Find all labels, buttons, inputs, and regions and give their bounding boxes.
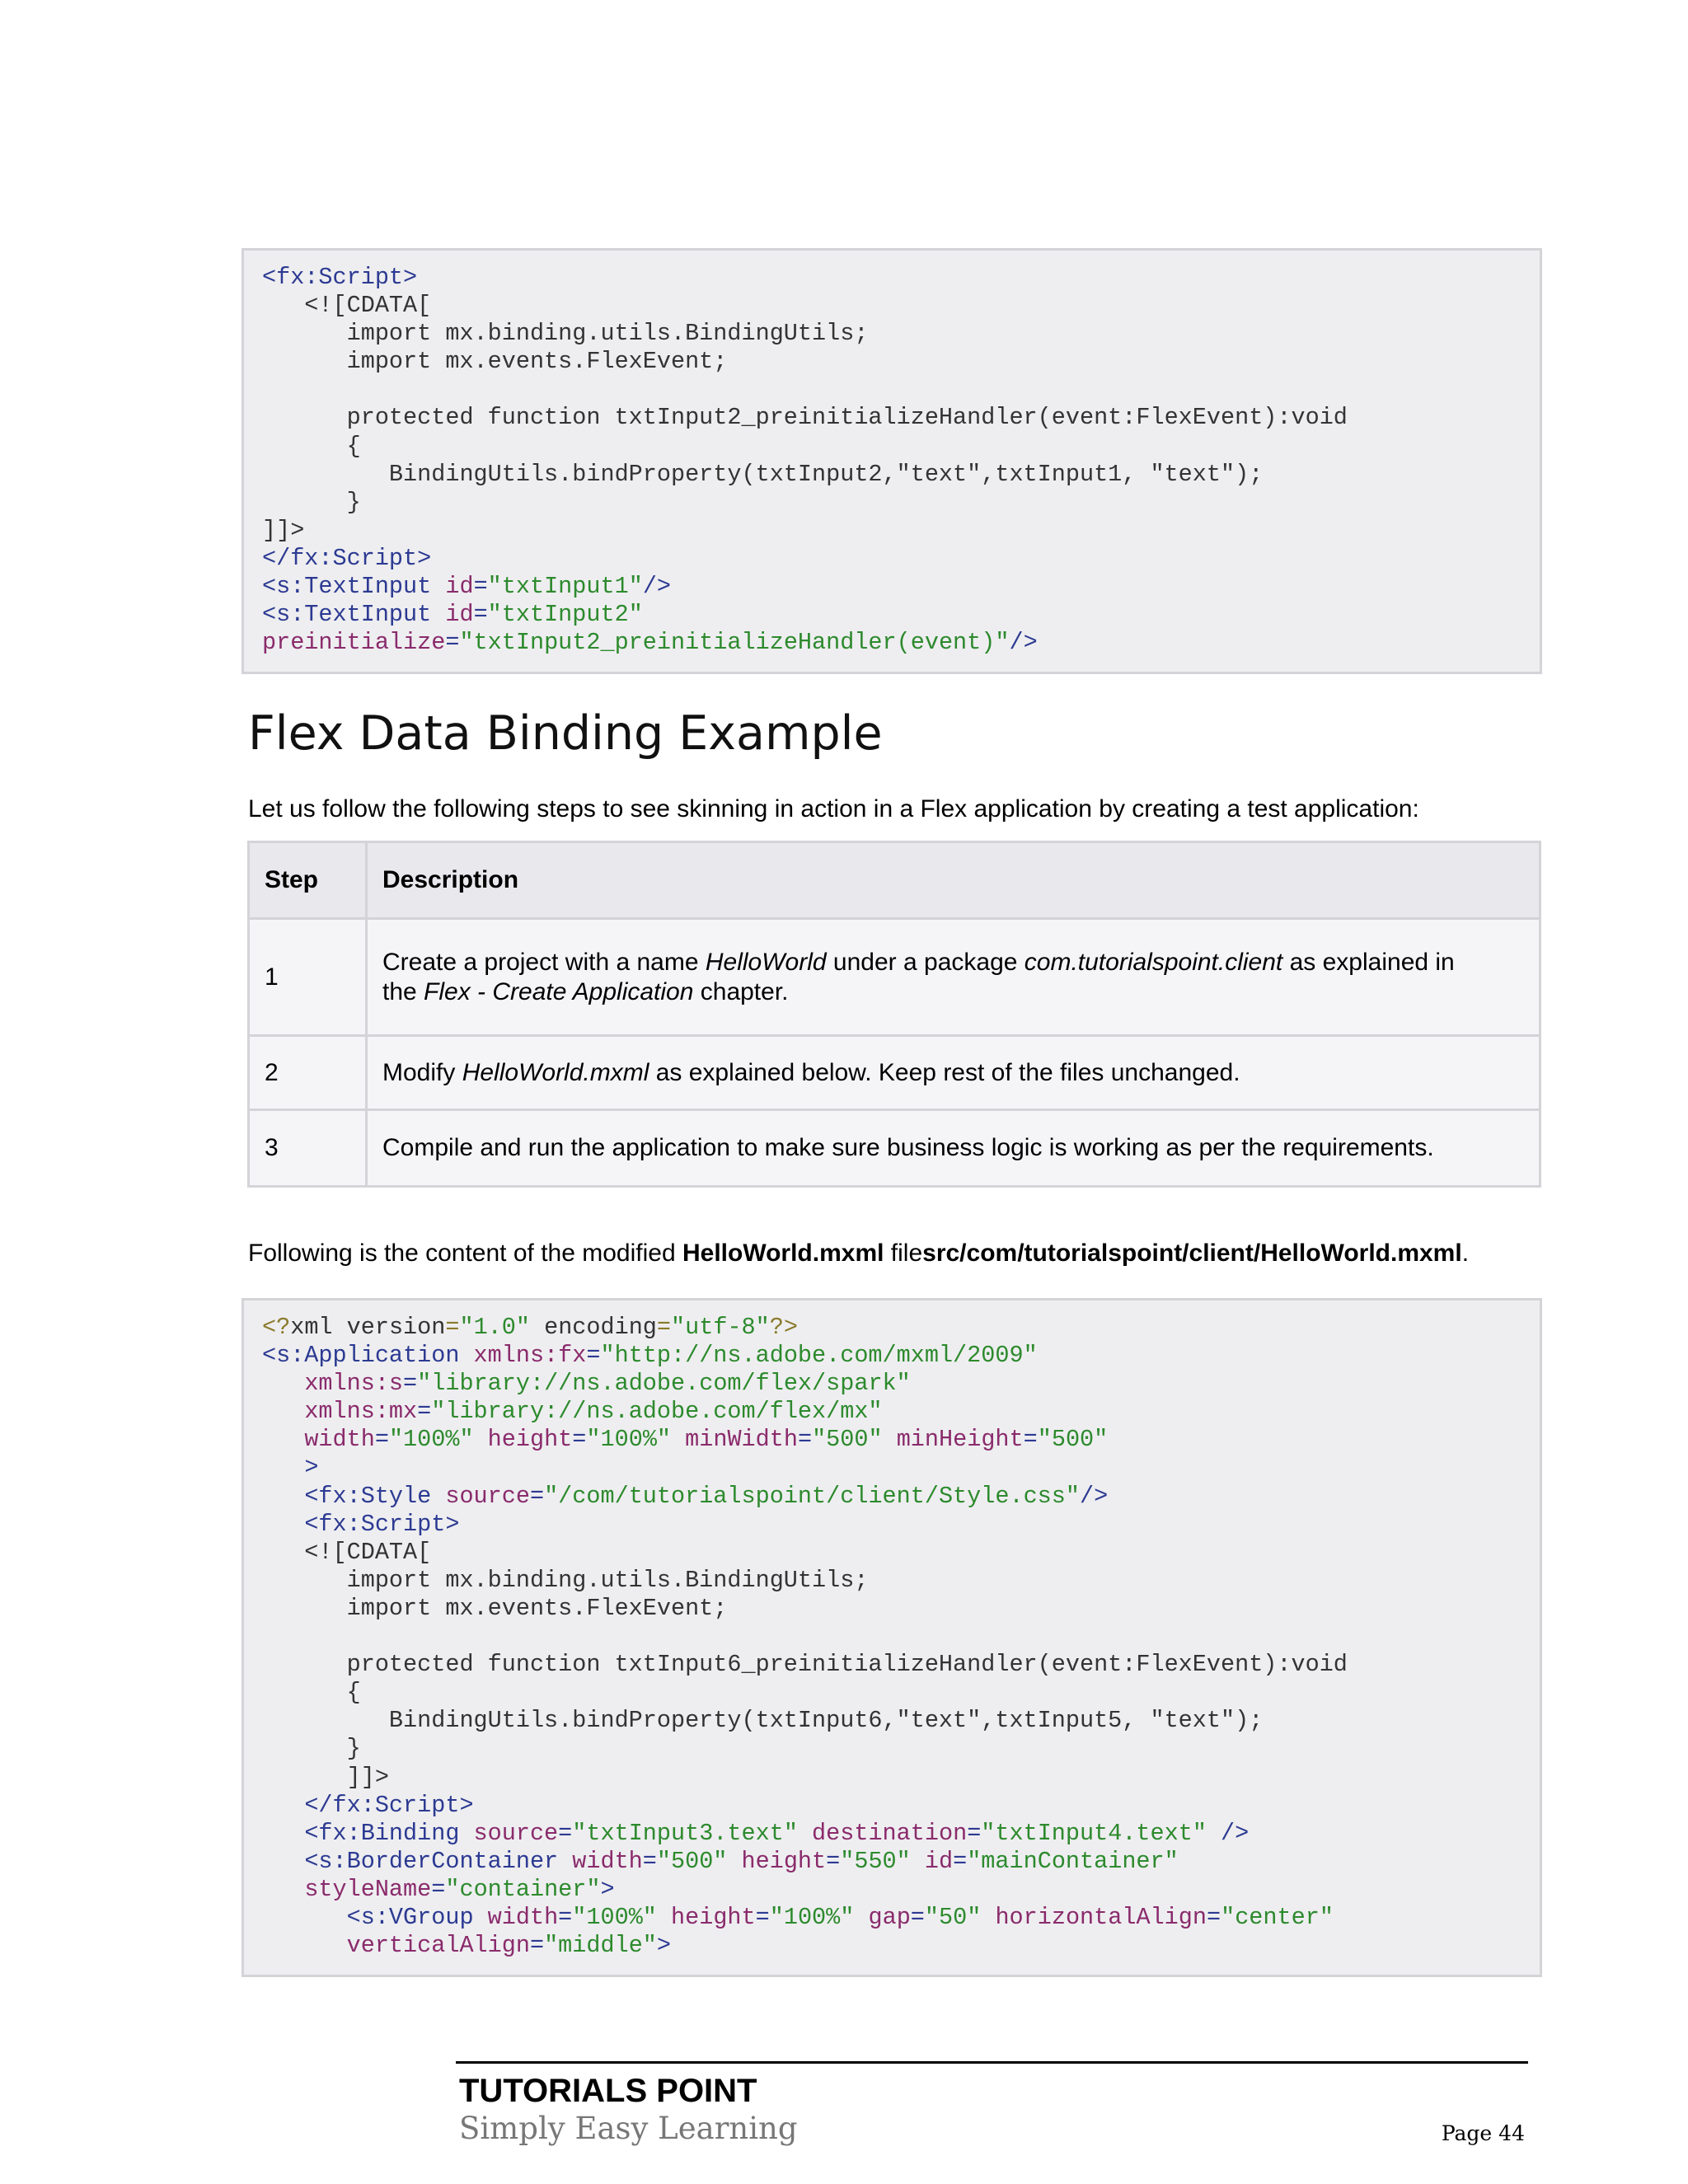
section-heading: Flex Data Binding Example [248,706,883,761]
code-line [262,376,1540,404]
code-token: = [529,1932,545,1960]
code-token: = [797,1426,813,1454]
code-token: "1.0" [459,1314,530,1341]
footer-brand: TUTORIALS POINT [459,2073,757,2109]
code-token: = [445,629,460,657]
code-token: <fx:Script> [262,264,418,291]
code-token: = [445,1314,460,1341]
code-token [262,1426,304,1453]
code-token: id [445,573,474,601]
code-token: = [910,1903,925,1931]
code-token: "txtInput1" [487,573,643,601]
code-token: = [755,1903,770,1931]
code-token: { [262,432,361,460]
code-token: = [558,1903,573,1931]
code-token: = [417,1398,432,1426]
text-run: Modify [382,1058,462,1086]
code-line [262,517,1540,545]
step-number: 3 [249,1110,367,1187]
code-token [262,1398,304,1425]
code-token: = [953,1847,968,1875]
code-token: destination [812,1819,968,1847]
code-token: "http://ns.adobe.com/mxml/2009" [600,1342,1038,1370]
code-token: xmlns:mx [304,1398,418,1426]
code-line [262,545,1540,573]
code-token: = [529,1482,545,1510]
code-token: /> [1009,629,1038,657]
text-run: under a package [826,948,1025,976]
code-token: styleName [304,1875,432,1903]
code-token: = [656,1314,672,1341]
code-token: horizontalAlign [995,1903,1207,1931]
code-line [262,601,1540,629]
code-token: "center" [1221,1903,1334,1931]
step-number: 1 [249,919,367,1036]
code-token: "library://ns.adobe.com/flex/spark" [417,1370,911,1398]
code-token: gap [868,1903,911,1931]
page-number: Page 44 [1441,2121,1525,2145]
code-token: ]]> [262,516,305,544]
text-run: HelloWorld.mxml [462,1058,649,1086]
code-token: = [1206,1903,1221,1931]
code-token: = [374,1426,389,1454]
step-description [367,919,1540,1036]
code-token: "100%" [769,1903,855,1931]
text-run: Create a project with a name [382,948,706,976]
code-token: id [445,601,474,629]
code-line [262,1623,1540,1651]
text-run: as explained in [1282,948,1455,976]
code-token: = [586,1342,601,1370]
code-token: <s:TextInput [262,573,446,601]
code-line [262,1764,1540,1792]
code-line [262,629,1540,657]
code-token [671,1426,685,1453]
code-token: <fx:Style [304,1482,446,1510]
code-token: BindingUtils.bindProperty(txtInput2,"text",txtInput1, "text"); [262,460,1264,488]
text-run: src/com/tutorialspoint/client/HelloWorld.mxml [922,1240,1462,1267]
column-header-description: Description [367,842,1540,919]
code-line [262,292,1540,320]
code-token: "middle" [544,1932,657,1960]
code-token [883,1426,897,1453]
code-token: width [487,1903,559,1931]
code-line [262,1314,1540,1342]
text-run: file [884,1240,923,1267]
code-line [262,1932,1540,1960]
table-row [249,1036,1540,1110]
step-description [367,1036,1540,1110]
code-block-2 [241,1298,1542,1977]
footer-tagline: Simply Easy Learning [459,2111,798,2146]
code-line [262,1370,1540,1398]
code-token: height [487,1426,573,1454]
code-line [262,1342,1540,1370]
code-token: = [473,573,488,601]
code-token: ?> [769,1314,798,1341]
code-line [262,264,1540,292]
code-token: import mx.events.FlexEvent; [262,1594,728,1622]
code-token: /> [1079,1482,1109,1510]
code-token [262,1454,304,1481]
code-token: import mx.events.FlexEvent; [262,348,728,376]
text-run: chapter. [693,977,789,1005]
code-token [727,1848,741,1875]
code-line [262,433,1540,461]
code-line [262,1426,1540,1454]
code-line [262,573,1540,601]
code-token: <![CDATA[ [262,1538,432,1566]
text-run: HelloWorld [705,948,827,976]
code-token: xmlns:fx [473,1342,587,1370]
code-line [262,1904,1540,1932]
code-token: = [558,1819,573,1847]
table-row [249,919,1540,1036]
code-token: "100%" [572,1903,657,1931]
table-row [249,1110,1540,1187]
code-token: "mainContainer" [967,1847,1179,1875]
code-token: ]]> [262,1763,389,1791]
code-token: = [642,1847,657,1875]
code-token: } [262,488,361,516]
code-token [262,1483,304,1510]
code-token: protected function txtInput2_preinitializeHandler(event:FlexEvent):void [262,404,1348,432]
code-line [262,1876,1540,1904]
code-token: "container" [445,1875,601,1903]
code-token: BindingUtils.bindProperty(txtInput6,"text",txtInput5, "text"); [262,1707,1264,1735]
code-line [262,320,1540,348]
code-token [262,1370,304,1397]
code-token: "100%" [388,1426,474,1454]
code-token: = [967,1819,982,1847]
text-run: Following is the content of the modified [248,1240,682,1267]
text-run: as explained below. Keep rest of the files unchanged. [649,1058,1240,1086]
code-token: > [600,1875,615,1903]
code-token: import mx.binding.utils.BindingUtils; [262,1566,869,1594]
code-token [657,1904,671,1931]
code-token [262,1904,347,1931]
code-line [262,1848,1540,1876]
code-token [262,1876,304,1903]
footer-divider [456,2061,1528,2064]
text-run: com.tutorialspoint.client [1024,948,1283,976]
code-block-1 [241,248,1542,674]
code-token [262,1932,347,1959]
code-line [262,1651,1540,1679]
code-line [262,1595,1540,1623]
code-line [262,1511,1540,1539]
code-line [262,1792,1540,1820]
code-line [262,1454,1540,1482]
code-token: protected function txtInput6_preinitializeHandler(event:FlexEvent):void [262,1651,1348,1679]
code-token: "50" [924,1903,982,1931]
code-token: <? [262,1314,291,1341]
code-token: = [826,1847,841,1875]
code-token: "txtInput2_preinitializeHandler(event)" [459,629,1010,657]
code-token: = [403,1370,418,1398]
code-token: <s:VGroup [346,1903,488,1931]
text-run: Flex - Create Application [424,977,694,1005]
code-token: = [572,1426,587,1454]
code-token [911,1848,925,1875]
code-token: height [741,1847,827,1875]
code-token: = [473,601,488,629]
code-token [262,1511,304,1538]
code-token: minHeight [896,1426,1024,1454]
code-token: > [304,1454,319,1482]
code-token: minWidth [685,1426,798,1454]
code-line [262,1539,1540,1567]
code-token: "500" [656,1847,728,1875]
text-run: Compile and run the application to make sure business logic is working as per the requirements. [382,1134,1434,1161]
code-token: </fx:Script> [304,1791,474,1819]
code-token [262,1848,304,1875]
code-token: = [1023,1426,1038,1454]
code-token: id [924,1847,954,1875]
code-token: <![CDATA[ [262,292,432,320]
steps-table-header-row [249,842,1540,919]
code-line [262,1735,1540,1763]
code-line [262,1679,1540,1707]
intro-paragraph: Let us follow the following steps to see skinning in action in a Flex application by creating a test application: [248,795,1419,823]
code-token: height [671,1903,756,1931]
code-token: width [304,1426,375,1454]
code-token: /> [642,573,672,601]
code-line [262,404,1540,432]
code-token: source [445,1482,530,1510]
code-token [262,1792,304,1819]
code-token: "library://ns.adobe.com/flex/mx" [431,1398,883,1426]
code-token: > [656,1932,672,1960]
code-token: "txtInput4.text" [981,1819,1207,1847]
code-token [798,1820,812,1847]
code-token: import mx.binding.utils.BindingUtils; [262,320,869,348]
steps-table [247,841,1541,1188]
code-token: xmlns:s [304,1370,404,1398]
text-run: . [1461,1240,1470,1267]
code-line [262,1483,1540,1511]
code-token [474,1426,488,1453]
code-token: <s:BorderContainer [304,1847,573,1875]
code-token: encoding [529,1314,657,1341]
code-line [262,1567,1540,1595]
code-line [262,461,1540,489]
code-token: xml version [290,1314,446,1341]
code-token: <s:TextInput [262,601,446,629]
code-token: </fx:Script> [262,544,432,572]
text-run: HelloWorld.mxml [682,1240,884,1267]
code-token: "500" [1037,1426,1109,1454]
code-token: "txtInput3.text" [572,1819,798,1847]
code-token: "utf-8" [671,1314,770,1341]
code-token: <fx:Script> [304,1510,460,1538]
code-token: "txtInput2" [487,601,643,629]
code-token: <fx:Binding [304,1819,474,1847]
text-run: the [382,977,424,1005]
code-line [262,1820,1540,1848]
code-token [981,1904,995,1931]
code-token [262,1820,304,1847]
code-token: source [473,1819,559,1847]
code-line [262,1398,1540,1426]
code-token: <s:Application [262,1342,474,1370]
code-token: preinitialize [262,629,446,657]
code-token: { [262,1679,361,1707]
code-token: } [262,1735,361,1763]
code-token: = [431,1875,446,1903]
code-token: /> [1206,1819,1250,1847]
code-token: verticalAlign [346,1932,530,1960]
code-token: "550" [840,1847,911,1875]
code-line [262,489,1540,517]
code-token: "100%" [586,1426,672,1454]
code-line [262,1707,1540,1735]
code-token [854,1904,868,1931]
step-number: 2 [249,1036,367,1110]
code-token: "500" [812,1426,883,1454]
code-token: width [572,1847,643,1875]
column-header-step: Step [249,842,367,919]
content-intro-paragraph [248,1237,1469,1270]
step-description [367,1110,1540,1187]
code-token: "/com/tutorialspoint/client/Style.css" [544,1482,1080,1510]
code-line [262,348,1540,376]
